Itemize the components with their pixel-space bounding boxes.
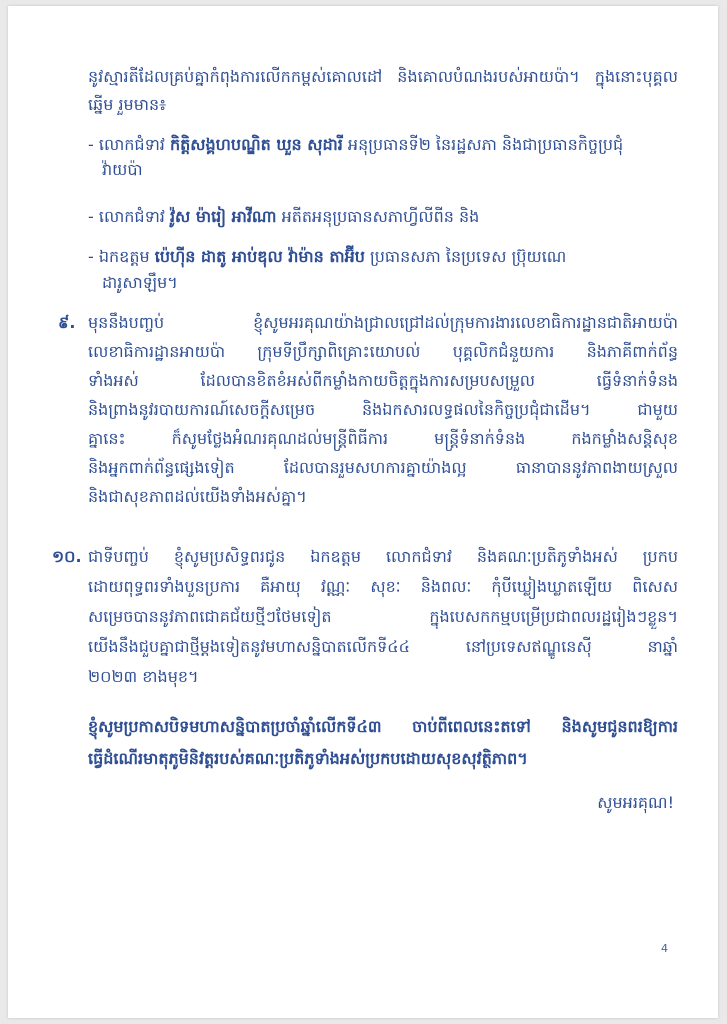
honoree-item-3-cont: ដារូសាឡឹម។ bbox=[102, 273, 178, 292]
intro-line-2: ឆ្នើម រួមមាន៖ bbox=[88, 95, 167, 114]
paragraph-9-line: លេខាធិការដ្ឋានអាយប៉ា ក្រុមទីប្រឹក្សាពិគ្រោះយោបល់ បុគ្គលិកជំនួយការ និងភាគីពាក់ព័ន្ធ bbox=[88, 342, 678, 361]
honoree-title: ប្រធានសភា នៃប្រទេស ប្រ៊ុយណេ bbox=[364, 247, 567, 266]
honoree-item-3 bbox=[88, 246, 566, 268]
paragraph-10-line: ២០២៣ ខាងមុខ។ bbox=[88, 667, 199, 686]
honoree-item-2 bbox=[88, 206, 479, 228]
honoree-title: អនុប្រធានទី២ នៃរដ្ឋសភា និងជាប្រធានកិច្ចប្រជុំ bbox=[342, 135, 624, 154]
paragraph-10-number: ១០. bbox=[52, 547, 82, 566]
honoree-prefix: - លោកជំទាវ bbox=[88, 207, 170, 226]
paragraph-10-line: ដោយពុទ្ធពរទាំងបួនប្រការ គឺអាយុ វណ្ណៈ សុខៈ និងពលៈ កុំបីឃ្លៀងឃ្លាតឡើយ ពិសេស bbox=[88, 577, 678, 596]
thanks-text: សូមអរគុណ! bbox=[597, 793, 674, 812]
paragraph-9-line: គ្នានេះ ក៏សូមថ្លែងអំណរគុណដល់មន្ត្រីពិធីការ មន្ត្រីទំនាក់ទំនង កងកម្លាំងសន្តិសុខ bbox=[88, 429, 678, 448]
page-number: 4 bbox=[661, 942, 668, 955]
closing-line: ធ្វើដំណើរមាតុភូមិនិវត្តរបស់គណៈប្រតិភូទាំងអស់ប្រកបដោយសុខសុវត្ថិភាព។ bbox=[88, 749, 528, 768]
honoree-prefix: - លោកជំទាវ bbox=[88, 135, 170, 154]
paragraph-10-line: យើងនឹងជួបគ្នាជាថ្មីម្តងទៀតនូវមហាសន្និបាតលើកទី៤៤ នៅប្រទេសឥណ្ឌូនេស៊ី នាឆ្នាំ bbox=[88, 637, 678, 656]
closing-line: ខ្ញុំសូមប្រកាសបិទមហាសន្និបាតប្រចាំឆ្នាំលើកទី៤៣ ចាប់ពីពេលនេះតទៅ និងសូមជូនពរឱ្យការ bbox=[88, 717, 678, 736]
honoree-title: អតីតអនុប្រធានសភាហ្វីលីពីន និង bbox=[276, 207, 480, 226]
document-page bbox=[8, 6, 718, 1018]
paragraph-9-line: និងអ្នកពាក់ព័ន្ធផ្សេងទៀត ដែលបានរួមសហការគ្នាយ៉ាងល្អ ធានាបាននូវភាពងាយស្រួល bbox=[88, 458, 678, 477]
paragraph-10-line: សម្រេចបាននូវភាពជោគជ័យថ្មីៗថែមទៀត ក្នុងបេសកកម្មបម្រើប្រជាពលរដ្ឋរៀងៗខ្លួន។ bbox=[88, 607, 678, 626]
paragraph-9-line: និងព្រាងនូវរបាយការណ៍សេចក្តីសម្រេច និងឯកសារលទ្ធផលនៃកិច្ចប្រជុំជាដើម។ ជាមួយ bbox=[88, 400, 678, 419]
paragraph-10-line: ជាទីបញ្ចប់ ខ្ញុំសូមប្រសិទ្ធពរជូន ឯកឧត្តម លោកជំទាវ និងគណៈប្រតិភូទាំងអស់ ប្រកប bbox=[88, 547, 678, 566]
paragraph-9-line: និងជាសុខភាពដល់យើងទាំងអស់គ្នា។ bbox=[88, 487, 307, 506]
honoree-name: ប៉េហ៊ីន ដាតូ អាប់ឌុល វ៉ាម៉ាន តាអ៊ីប bbox=[154, 247, 365, 266]
honoree-item-1-cont: វ៉ាយប៉ា bbox=[102, 160, 143, 179]
paragraph-9-number: ៩. bbox=[58, 313, 76, 332]
honoree-item-1 bbox=[88, 134, 623, 156]
intro-line-1: នូវស្មារតីដែលគ្រប់គ្នាកំពុងការលើកកម្ពស់គោលដៅ និងគោលបំណងរបស់អាយប៉ា។ ក្នុងនោះបុគ្គល bbox=[88, 67, 678, 86]
honoree-name: កិត្តិសង្គហបណ្ឌិត ឃួន សុដារី bbox=[169, 135, 343, 154]
honoree-name: វ៉ូស ម៉ារៀ អាវីណា bbox=[169, 207, 277, 226]
paragraph-9-line: ទាំងអស់ ដែលបានខិតខំអស់ពីកម្លាំងកាយចិត្តក្នុងការសម្របសម្រួល ធ្វើទំនាក់ទំនង bbox=[88, 371, 678, 390]
honoree-prefix: - ឯកឧត្តម bbox=[88, 247, 155, 266]
paragraph-9-line: មុននឹងបញ្ចប់ ខ្ញុំសូមអរគុណយ៉ាងជ្រាលជ្រៅដល់ក្រុមការងារលេខាធិការដ្ឋានជាតិអាយប៉ា bbox=[88, 313, 678, 332]
